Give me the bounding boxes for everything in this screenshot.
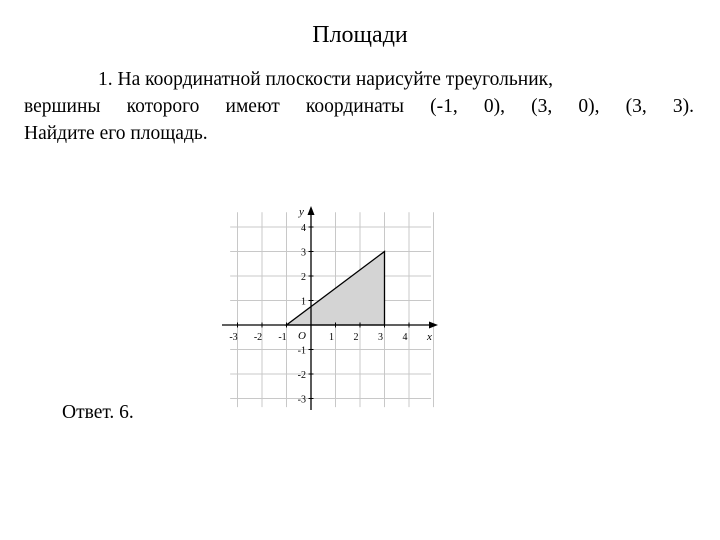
- y-tick-label: -3: [297, 394, 306, 406]
- x-tick-label: 3: [378, 332, 383, 343]
- problem-line-2: вершины которого имеют координаты (-1, 0), (3, 0), (3, 3).: [24, 96, 694, 117]
- x-tick-label: 4: [402, 332, 408, 343]
- problem-statement: [24, 66, 694, 147]
- x-tick-label: -3: [229, 332, 238, 343]
- page-title: Площади: [312, 22, 408, 48]
- y-axis-arrow: [308, 206, 315, 215]
- problem-line-1: 1. На координатной плоскости нарисуйте треугольник,: [98, 69, 554, 90]
- problem-line-3: Найдите его площадь.: [24, 123, 208, 144]
- x-tick-label: 1: [329, 332, 334, 343]
- y-tick-label: 3: [301, 247, 306, 259]
- origin-label: O: [298, 330, 306, 342]
- x-axis-label: x: [427, 331, 432, 343]
- coordinate-plane: [220, 200, 450, 415]
- x-tick-label: -1: [278, 332, 287, 343]
- y-tick-label: -2: [297, 370, 306, 381]
- coordinate-plane-figure: [220, 200, 450, 415]
- y-tick-label: 2: [301, 272, 306, 283]
- y-tick-label: 1: [301, 296, 306, 308]
- y-axis-label: y: [299, 206, 304, 218]
- y-tick-label: -1: [297, 345, 306, 357]
- y-tick-label: 4: [301, 223, 306, 234]
- x-tick-label: 2: [353, 332, 359, 343]
- x-tick-label: -2: [253, 332, 263, 343]
- answer-text: Ответ. 6.: [62, 402, 134, 423]
